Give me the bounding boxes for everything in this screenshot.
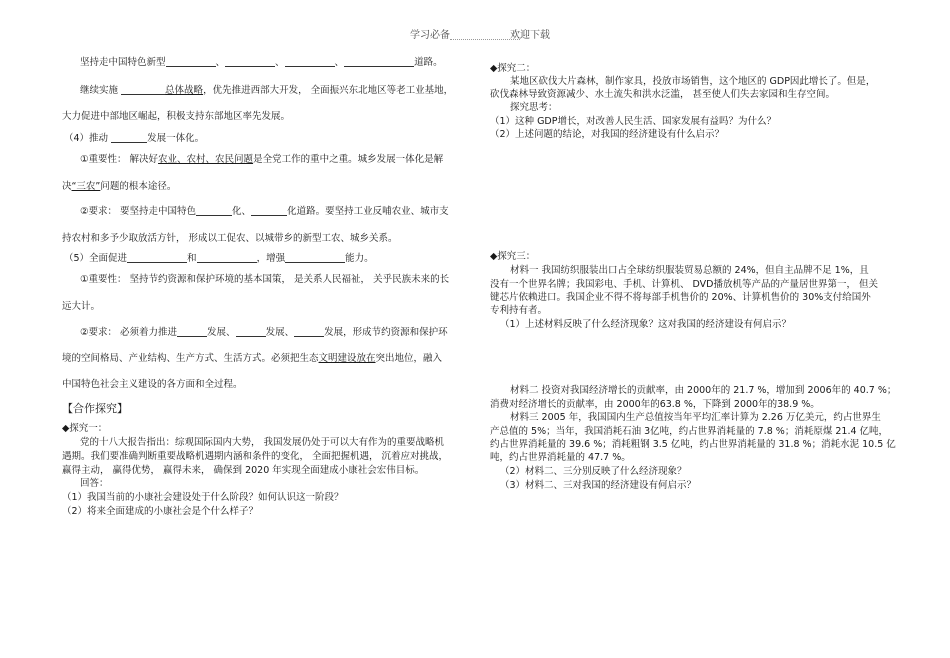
left-p13 (62, 350, 442, 364)
text: 和 (187, 253, 197, 264)
text: 突出地位，融入 (375, 353, 443, 364)
left-p6 (62, 178, 176, 192)
left-p9 (64, 250, 374, 264)
inquiry-1-line-1: 党的十八大报告指出：综观国际国内大势， 我国发展仍处于可以大有作为的重要战略机 (80, 437, 445, 448)
left-p2 (80, 82, 453, 96)
inquiry-2-line-2: 砍伐森林导致资源减少、水土流失和洪水泛滥， 甚至使人们失去家园和生存空间。 (490, 89, 836, 100)
blank (197, 252, 257, 263)
inquiry-1-answer: 回答： (80, 478, 109, 489)
inquiry-1-line-2: 遇期。我们要准确判断重要战略机遇期内涵和条件的变化， 全面把握机遇， 沉着应对挑战， (62, 451, 449, 462)
left-p3: 大力促进中部地区崛起，积极支持东部地区率先发展。 (62, 111, 291, 122)
blank (225, 56, 275, 67)
inquiry-1-question-1: （1）我国当前的小康社会建设处于什么阶段？如何认识这一阶段？ (62, 492, 344, 503)
left-p12 (80, 324, 448, 338)
inquiry-2-title: ◆探究二： (490, 63, 536, 74)
inquiry-3-question-1: （1）上述材料反映了什么经济现象？这对我国的经济建设有何启示？ (500, 319, 792, 330)
inquiry-2-question-1: （1）这种 GDP增长，对改善人民生活、国家发展有益吗？为什么？ (490, 116, 776, 127)
inquiry-3-question-3: （3）材料二、三对我国的经济建设有何启示？ (500, 480, 697, 491)
blank (127, 252, 187, 263)
blank (166, 56, 216, 67)
text: 继续实施 (80, 85, 119, 96)
text: ②要求： 要坚持走中国特色 (80, 206, 197, 217)
text: 化道路。要坚持工业反哺农业、城市支 (287, 206, 449, 217)
inquiry-1-title: ◆探究一： (62, 423, 108, 434)
material-3-line-3: 约占世界消耗量的 39.6 %；消耗粗钢 3.5 亿吨，约占世界消耗量的 31.8 %；消耗水泥 10.5 亿 (490, 439, 896, 450)
blank (121, 84, 165, 95)
left-p1 (80, 54, 443, 68)
blank (294, 326, 324, 337)
text: 总体战略 (165, 85, 204, 96)
header-right: 欢迎下载 (510, 30, 550, 41)
text: 发展一体化。 (147, 133, 205, 144)
coop-title: 【合作探究】 (62, 402, 128, 415)
text: 能力。 (345, 253, 374, 264)
left-p11: 远大计。 (62, 301, 101, 312)
blank (344, 56, 414, 67)
text: 发展、 (265, 327, 295, 338)
left-p5 (80, 151, 443, 165)
left-p14: 中国特色社会主义建设的各方面和全过程。 (62, 379, 243, 390)
blank (236, 326, 266, 337)
text: 文明建设放在 (318, 353, 376, 364)
text: 道路。 (414, 57, 443, 68)
text: 、 (215, 57, 226, 68)
text: 是全党工作的重中之重。城乡发展一体化是解 (253, 154, 444, 165)
inquiry-1-line-3: 赢得主动， 赢得优势， 赢得未来， 确保到 2020 年实现全面建成小康社会宏伟目标。 (62, 465, 425, 476)
blank (285, 56, 335, 67)
blank (285, 252, 345, 263)
text: ，增强 (256, 253, 286, 264)
header-left: 学习必备 (410, 30, 450, 41)
text: 境的空间格局、产业结构、生产方式、生活方式。必须把生态 (62, 353, 319, 364)
blank (177, 326, 207, 337)
left-p8: 持农村和多予少取放活方针， 形成以工促农、以城带乡的新型工农、城乡关系。 (62, 233, 398, 244)
left-p10: ①重要性： 坚持节约资源和保护环境的基本国策， 是关系人民福祉， 关乎民族未来的长 (80, 274, 450, 285)
inquiry-3-line-1: 材料一 我国纺织服装出口占全球纺织服装贸易总额的 24%，但自主品牌不足 1%，且 (510, 265, 869, 276)
material-3-line-4: 吨，约占世界消耗量的 47.7 %。 (490, 452, 631, 463)
text: 化、 (232, 206, 252, 217)
material-2-line-2: 消费对经济增长的贡献率，由 2000年的63.8 %，下降到 2000年的38.9 %。 (490, 399, 820, 410)
text: （5）全面促进 (64, 253, 128, 264)
left-p7 (80, 203, 449, 217)
left-p4 (64, 130, 204, 144)
text: 问题的根本途径。 (100, 181, 177, 192)
blank (251, 205, 287, 216)
text: ，优先推进西部大开发， 全面振兴东北地区等老工业基地， (203, 85, 454, 96)
blank (111, 132, 147, 143)
blank (196, 205, 232, 216)
inquiry-3-line-3: 键芯片依赖进口。我国企业不得不将每部手机售价的 20%、计算机售价的 30%支付给国外 (490, 292, 871, 303)
text: 、 (275, 57, 285, 68)
text: 、 (334, 57, 345, 68)
text: ①重要性： 解决好 (80, 154, 159, 165)
inquiry-3-line-2: 没有一个世界名牌；我国彩电、手机、计算机、 DVD播放机等产品的产量居世界第一， 但关 (490, 279, 879, 290)
inquiry-1-question-2: （2）将来全面建成的小康社会是个什么样子？ (62, 506, 259, 517)
text: 发展，形成节约资源和保护环 (324, 327, 448, 338)
inquiry-2-question-2: （2）上述问题的结论，对我国的经济建设有什么启示？ (490, 129, 725, 140)
material-3-line-1: 材料三 2005 年，我国国内生产总值按当年平均汇率计算为 2.26 万亿美元，约占世界生 (510, 412, 881, 423)
text: （4）推动 (64, 133, 109, 144)
text: “三农” (71, 181, 101, 192)
inquiry-2-line-1: 某地区砍伐大片森林，制作家具，投放市场销售，这个地区的 GDP因此增长了。但是， (510, 76, 876, 87)
inquiry-3-line-4: 专利持有者。 (490, 305, 548, 316)
text: ②要求： 必须着力推进 (80, 327, 178, 338)
inquiry-2-think: 探究思考： (510, 102, 558, 113)
material-2-line-1: 材料二 投资对我国经济增长的贡献率，由 2000年的 21.7 %，增加到 2006年的 40.7 %； (510, 385, 897, 396)
text: 坚持走中国特色新型 (80, 57, 166, 68)
text: 发展、 (207, 327, 236, 338)
material-3-line-2: 产总值的 5%；当年，我国消耗石油 3亿吨，约占世界消耗量的 7.8 %；消耗原煤 21.4 亿吨， (490, 426, 889, 437)
text: 农业、农村、农民问题 (158, 154, 254, 165)
text: 决 (62, 181, 72, 192)
inquiry-3-title: ◆探究三： (490, 251, 536, 262)
inquiry-3-question-2: （2）材料二、三分别反映了什么经济现象？ (500, 466, 687, 477)
